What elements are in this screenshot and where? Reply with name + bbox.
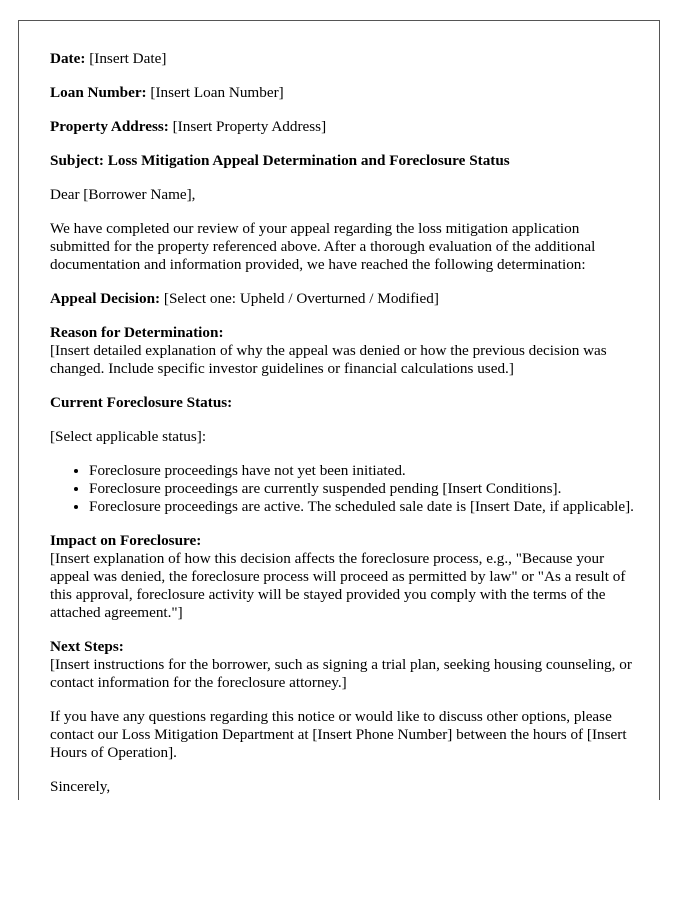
reason-section xyxy=(50,324,640,378)
letter-page xyxy=(18,20,660,800)
subject-line: Subject: Loss Mitigation Appeal Determination and Foreclosure Status xyxy=(50,152,510,169)
list-item: • Foreclosure proceedings have not yet been initiated. xyxy=(89,462,640,480)
status-list xyxy=(50,462,640,516)
closing-paragraph: If you have any questions regarding this notice or would like to discuss other options, please contact our Loss Mitigation Department at [Insert Phone Number] between the hours of [Insert Hours of Operation]. xyxy=(50,708,627,761)
status-heading: Current Foreclosure Status: xyxy=(50,394,233,411)
date-value: [Insert Date] xyxy=(89,50,167,67)
date-label: Date: xyxy=(50,50,86,67)
appeal-decision-value: [Select one: Upheld / Overturned / Modified] xyxy=(163,290,439,307)
reason-text: [Insert detailed explanation of why the appeal was denied or how the previous decision was changed. Include specific investor guidelines or financial calculations used.] xyxy=(50,342,607,377)
impact-text: [Insert explanation of how this decision affects the foreclosure process, e.g., "Because your appeal was denied, the foreclosure process will proceed as permitted by law" or "As a result of this approval, foreclosure activity will be stayed provided you comply with the terms of the attached agreement."] xyxy=(50,550,626,621)
loan-number-value: [Insert Loan Number] xyxy=(150,84,284,101)
date-line xyxy=(50,50,640,68)
list-item: • Foreclosure proceedings are currently suspended pending [Insert Conditions]. xyxy=(89,480,640,498)
next-steps-heading: Next Steps: xyxy=(50,638,124,655)
loan-number-line xyxy=(50,84,640,102)
salutation: Dear [Borrower Name], xyxy=(50,186,196,203)
intro-paragraph: We have completed our review of your appeal regarding the loss mitigation application submitted for the property referenced above. After a thorough evaluation of the additional documentation and information provided, we have reached the following determination: xyxy=(50,220,596,273)
impact-section xyxy=(50,532,640,622)
property-address-label: Property Address: xyxy=(50,118,169,135)
list-item: • Foreclosure proceedings are active. The scheduled sale date is [Insert Date, if applicable]. xyxy=(89,498,640,516)
next-steps-section xyxy=(50,638,640,692)
appeal-decision-line xyxy=(50,290,640,308)
appeal-decision-label: Appeal Decision: xyxy=(50,290,161,307)
property-address-value: [Insert Property Address] xyxy=(172,118,327,135)
impact-heading: Impact on Foreclosure: xyxy=(50,532,202,549)
signoff: Sincerely, xyxy=(50,778,111,795)
loan-number-label: Loan Number: xyxy=(50,84,147,101)
reason-heading: Reason for Determination: xyxy=(50,324,224,341)
status-intro: [Select applicable status]: xyxy=(50,428,207,445)
letter-content xyxy=(50,50,640,800)
property-address-line xyxy=(50,118,640,136)
next-steps-text: [Insert instructions for the borrower, such as signing a trial plan, seeking housing counseling, or contact information for the foreclosure attorney.] xyxy=(50,656,632,691)
